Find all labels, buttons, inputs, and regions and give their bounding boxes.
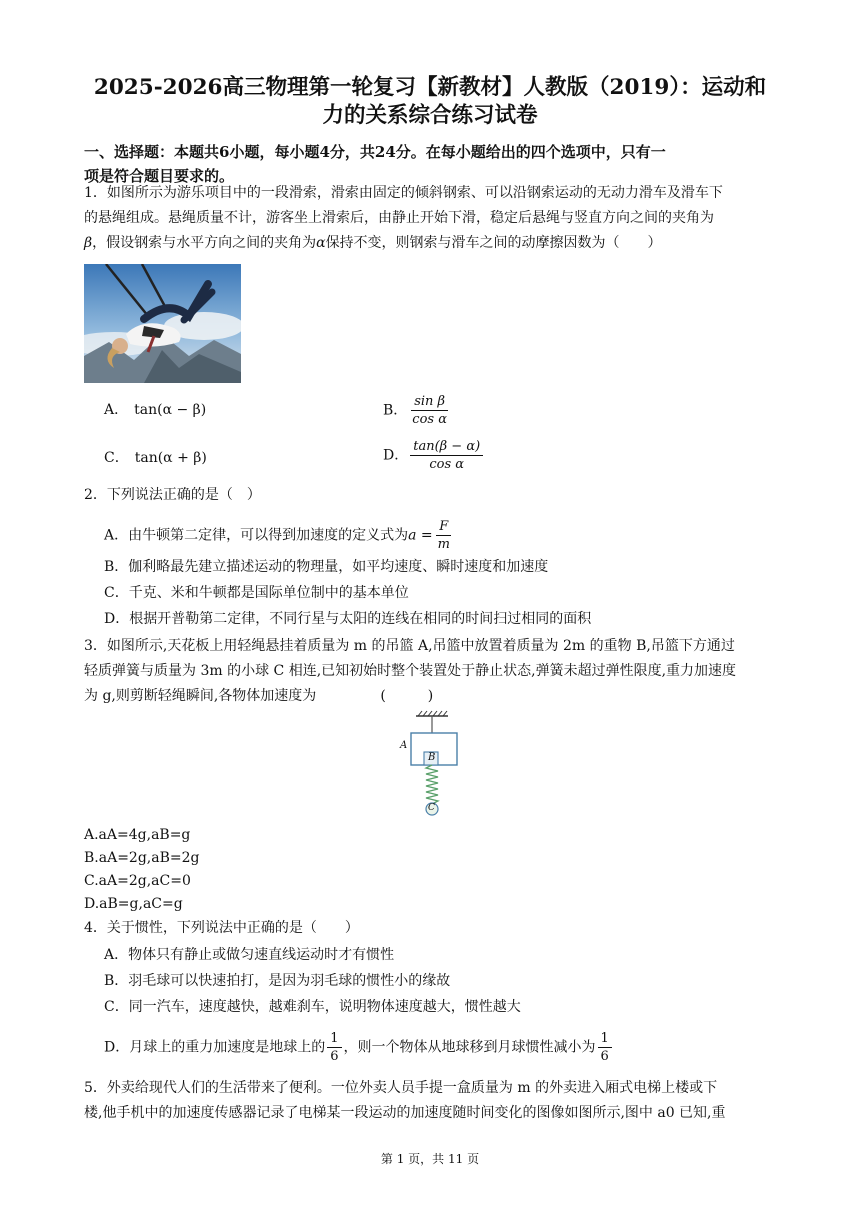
q2-option-d[interactable]: D．根据开普勒第二定律，不同行星与太阳的连线在相同的时间扫过相同的面积	[104, 611, 592, 627]
q2-option-b[interactable]: B．伽利略最先建立描述运动的物理量，如平均速度、瞬时速度和加速度	[104, 559, 549, 575]
question-4-stem: 4．关于惯性，下列说法中正确的是（ ）	[84, 920, 359, 936]
q4-option-a[interactable]: A．物体只有静止或做匀速直线运动时才有惯性	[104, 947, 395, 963]
question-3-stem: 3．如图所示,天花板上用轻绳悬挂着质量为 m 的吊篮 A,吊篮中放置着质量为 2m 的重物 B,吊篮下方通过 轻质弹簧与质量为 3m 的小球 C 相连,已知初始时整个装置处于静止状态,弹簧未超过弹性限度,重力加速度 为 g,则剪断轻绳瞬间,各物体加速度为 ( )	[84, 638, 737, 704]
q4-option-c[interactable]: C．同一汽车，速度越快，越难刹车，说明物体速度越大，惯性越大	[104, 999, 521, 1015]
q1-option-b[interactable]: B． $\frac{\text{sin β}}{\text{cos α}}$	[383, 394, 447, 427]
q4-option-d[interactable]: D．月球上的重力加速度是地球上的 $\frac{1}{6}$ ，则一个物体从地球移到月球惯性减小为 $\frac{1}{6}$	[104, 1030, 614, 1065]
label-a: A	[400, 740, 408, 751]
q3-option-d[interactable]: D.aB=g,aC=g	[84, 896, 183, 912]
q3-option-c[interactable]: C.aA=2g,aC=0	[84, 873, 191, 889]
label-c: C	[428, 803, 435, 813]
page-title: 2025-2026高三物理第一轮复习【新教材】人教版（2019）：运动和 力的关系综合练习试卷	[93, 75, 767, 128]
zipline-photo	[84, 264, 241, 383]
q1-option-d[interactable]: D． $\frac{\tan(\beta - \alpha)}{\text{cos α}}$	[383, 438, 485, 473]
q2-option-a[interactable]: A．由牛顿第二定律，可以得到加速度的定义式为a = $\frac{F}{m}$	[104, 519, 450, 552]
q1-option-c[interactable]: C． tan(α + β)	[104, 450, 207, 466]
q3-option-b[interactable]: B.aA=2g,aB=2g	[84, 850, 200, 866]
question-1-stem: 1．如图所示为游乐项目中的一段滑索，滑索由固定的倾斜钢索、可以沿钢索运动的无动力滑车及滑车下 的悬绳组成。悬绳质量不计，游客坐上滑索后，由静止开始下滑，稳定后悬绳与竖直方向之间的夹角为 β，假设钢索与水平方向之间的夹角为α保持不变，则钢索与滑车之间的动摩擦因数为（ ）	[84, 185, 723, 251]
q1-option-a[interactable]: A． tan(α − β)	[104, 402, 207, 418]
q4-option-b[interactable]: B．羽毛球可以快速拍打，是因为羽毛球的惯性小的缘故	[104, 973, 451, 989]
q3-option-a[interactable]: A.aA=4g,aB=g	[84, 827, 191, 843]
label-b: B	[428, 752, 436, 763]
basket-spring-diagram	[396, 710, 466, 822]
section-heading: 一、选择题：本题共6小题，每小题4分，共24分。在每小题给出的四个选项中，只有一 项是符合题目要求的。	[84, 143, 666, 185]
q2-option-c[interactable]: C．千克、米和牛顿都是国际单位制中的基本单位	[104, 585, 409, 601]
question-5-stem: 5．外卖给现代人们的生活带来了便利。一位外卖人员手提一盒质量为 m 的外卖进入厢式电梯上楼或下 楼,他手机中的加速度传感器记录了电梯某一段运动的加速度随时间变化的图像如图所示,图中 a0 已知,重	[84, 1080, 726, 1121]
page-footer: 第 1 页，共 11 页	[380, 1152, 480, 1166]
question-2-stem: 2．下列说法正确的是（ ）	[84, 487, 261, 503]
